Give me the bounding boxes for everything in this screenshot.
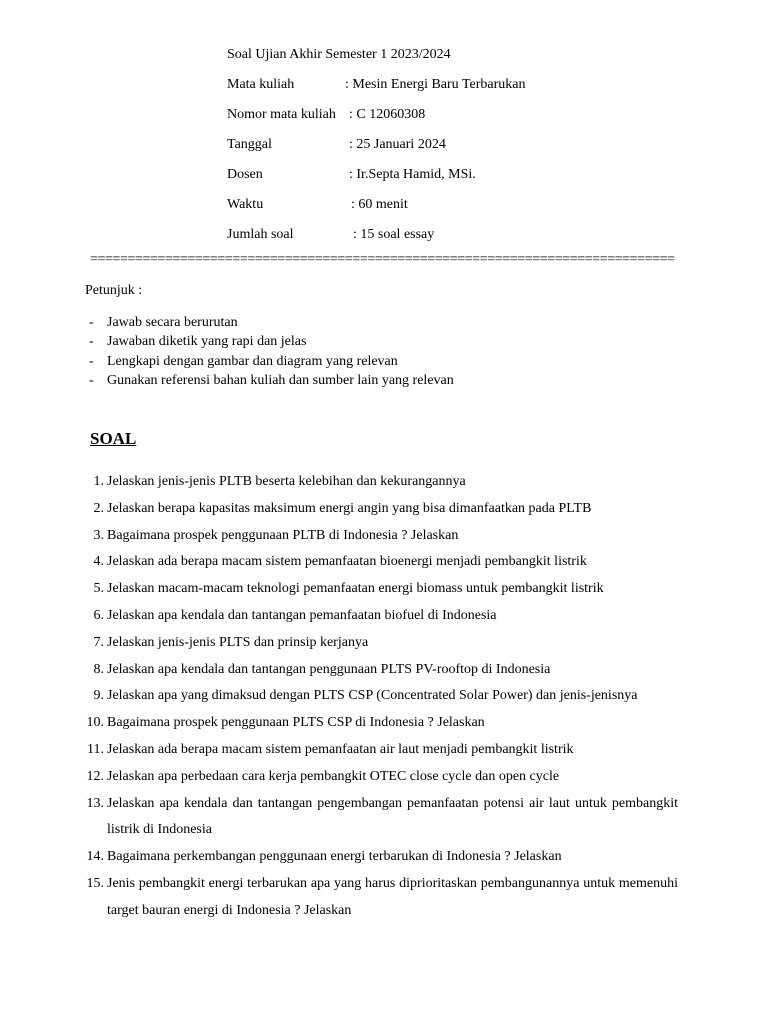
instruction-item: - Lengkapi dengan gambar dan diagram yang relevan — [89, 353, 398, 369]
question-number: 7. — [93, 634, 104, 650]
header-label: Nomor mata kuliah — [227, 107, 336, 122]
question-number: 5. — [93, 581, 104, 597]
question-text: Bagaimana prospek penggunaan PLTS CSP di Indonesia ? Jelaskan — [107, 715, 485, 731]
question-item — [80, 549, 678, 576]
question-text: Jelaskan jenis-jenis PLTS dan prinsip kerjanya — [107, 634, 369, 650]
question-item — [80, 683, 678, 710]
question-number: 1. — [93, 474, 104, 489]
question-item — [80, 496, 678, 523]
instructions-label: Petunjuk : — [85, 283, 143, 298]
question-text: Jelaskan apa perbedaan cara kerja pembangkit OTEC close cycle dan open cycle — [107, 768, 560, 784]
exam-title: Soal Ujian Akhir Semester 1 2023/2024 — [227, 47, 451, 62]
question-text: Jelaskan apa kendala dan tantangan penggunaan PLTS PV-rooftop di Indonesia — [107, 661, 551, 677]
question-item — [80, 630, 678, 657]
question-item — [80, 576, 678, 603]
question-text: Bagaimana prospek penggunaan PLTB di Indonesia ? Jelaskan — [107, 527, 459, 543]
instruction-item: - Jawaban diketik yang rapi dan jelas — [89, 334, 307, 350]
header-label: Mata kuliah — [227, 77, 295, 92]
question-number: 12. — [86, 768, 104, 784]
header-value: : C 12060308 — [349, 107, 426, 122]
question-text: Jelaskan apa kendala dan tantangan pemanfaatan biofuel di Indonesia — [107, 607, 497, 623]
header-row-jumlah-soal — [227, 226, 451, 244]
question-item — [80, 764, 678, 791]
header-label: Dosen — [227, 167, 263, 182]
question-text: Jelaskan ada berapa macam sistem pemanfaatan air laut menjadi pembangkit listrik — [107, 741, 574, 757]
question-text: Jelaskan macam-macam teknologi pemanfaatan energi biomass untuk pembangkit listrik — [107, 581, 604, 597]
question-item — [80, 523, 678, 550]
question-number: 10. — [86, 715, 104, 731]
question-text: Jenis pembangkit energi terbarukan apa yang harus diprioritaskan pembangunannya untuk memenuhi target bauran energi di Indonesia ? Jelaskan — [107, 875, 678, 918]
header-row-tanggal — [227, 136, 451, 154]
question-text: Bagaimana perkembangan penggunaan energi terbarukan di Indonesia ? Jelaskan — [107, 849, 562, 865]
question-number: 9. — [93, 688, 104, 704]
question-number: 6. — [93, 607, 104, 623]
question-number: 13. — [86, 795, 104, 811]
questions-list — [80, 469, 678, 925]
question-item — [80, 844, 678, 871]
question-number: 11. — [87, 741, 104, 757]
question-number: 2. — [93, 500, 104, 516]
header-row-mata-kuliah — [227, 76, 526, 94]
questions-heading: SOAL — [90, 429, 137, 448]
question-text: Jelaskan berapa kapasitas maksimum energi angin yang bisa dimanfaatkan pada PLTB — [107, 500, 592, 516]
header-row-dosen — [227, 166, 476, 184]
header-value: : Mesin Energi Baru Terbarukan — [345, 77, 526, 92]
instructions-list — [89, 313, 454, 390]
dash-bullet: - — [89, 334, 94, 350]
question-number: 4. — [93, 554, 104, 570]
question-number: 15. — [86, 875, 104, 891]
question-item — [80, 469, 678, 496]
header-value: : Ir.Septa Hamid, MSi. — [349, 167, 476, 182]
dash-bullet: - — [89, 372, 94, 388]
question-item — [80, 603, 678, 630]
header-label: Waktu — [227, 197, 264, 212]
header-label: Tanggal — [227, 137, 272, 152]
question-text: Jelaskan jenis-jenis PLTB beserta kelebihan dan kekurangannya — [107, 474, 466, 489]
question-text: Jelaskan ada berapa macam sistem pemanfaatan bioenergi menjadi pembangkit listrik — [107, 554, 587, 570]
question-item — [80, 737, 678, 764]
question-text: Jelaskan apa kendala dan tantangan pengembangan pemanfaatan potensi air laut untuk pembangkit listrik di Indonesia — [107, 795, 678, 838]
header-value: : 25 Januari 2024 — [349, 137, 446, 152]
question-item — [80, 791, 678, 845]
separator-line: ============================================================================== — [90, 252, 675, 267]
dash-bullet: - — [89, 353, 94, 369]
instruction-item: - Gunakan referensi bahan kuliah dan sumber lain yang relevan — [89, 372, 454, 388]
dash-bullet: - — [89, 315, 94, 330]
question-item — [80, 710, 678, 737]
question-number: 8. — [93, 661, 104, 677]
header-value: : 60 menit — [351, 197, 408, 212]
question-text: Jelaskan apa yang dimaksud dengan PLTS CSP (Concentrated Solar Power) dan jenis-jenisnya — [107, 688, 638, 704]
header-row-nomor-mata-kuliah — [227, 106, 451, 124]
exam-header — [227, 46, 526, 244]
header-row-waktu — [227, 196, 451, 214]
header-label: Jumlah soal — [227, 227, 294, 242]
question-item — [80, 871, 678, 925]
question-number: 14. — [86, 849, 104, 865]
header-value: : 15 soal essay — [353, 227, 435, 242]
question-item — [80, 657, 678, 684]
instruction-item: - Jawab secara berurutan — [89, 315, 238, 330]
question-number: 3. — [93, 527, 104, 543]
